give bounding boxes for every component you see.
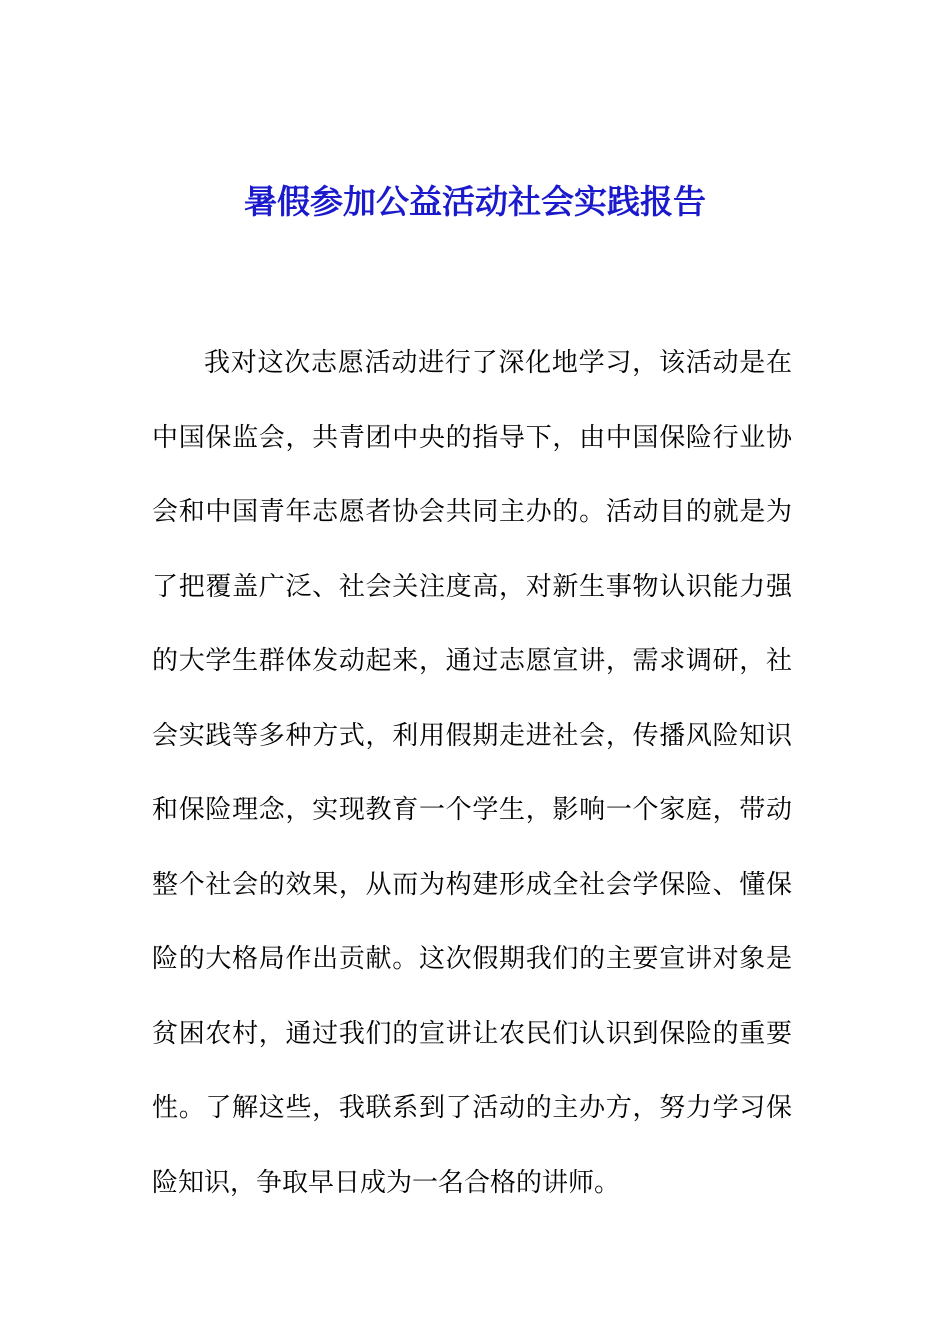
body-paragraph: 我对这次志愿活动进行了深化地学习，该活动是在中国保监会，共青团中央的指导下，由中国保险行业协会和中国青年志愿者协会共同主办的。活动目的就是为了把覆盖广泛、社会关注度高，对新生事物认识能力强的大学生群体发动起来，通过志愿宣讲，需求调研，社会实践等多种方式，利用假期走进社会，传播风险知识和保险理念，实现教育一个学生，影响一个家庭，带动整个社会的效果，从而为构建形成全社会学保险、懂保险的大格局作出贡献。这次假期我们的主要宣讲对象是贫困农村，通过我们的宣讲让农民们认识到保险的重要性。了解这些，我联系到了活动的主办方，努力学习保险知识，争取早日成为一名合格的讲师。: [152, 348, 792, 1198]
document-title: 暑假参加公益活动社会实践报告: [244, 182, 706, 221]
